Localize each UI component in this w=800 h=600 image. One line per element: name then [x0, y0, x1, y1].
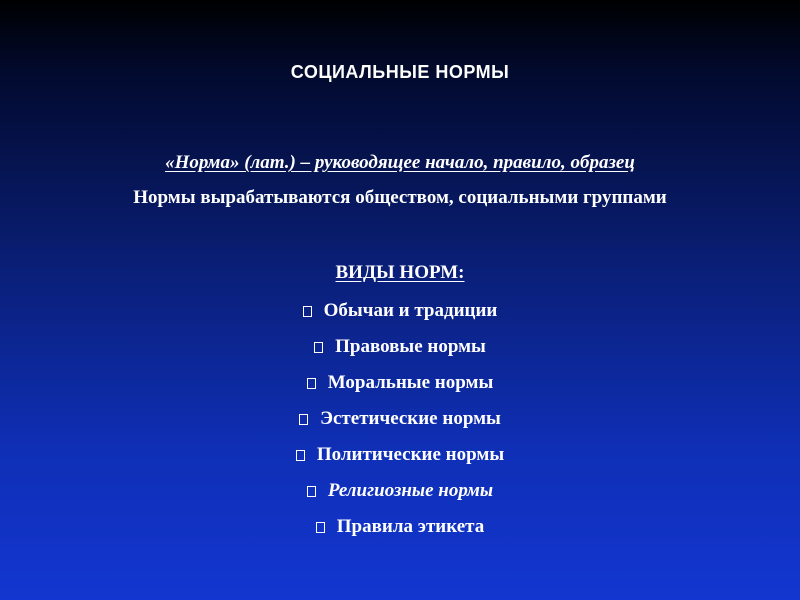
list-item: [0, 478, 800, 514]
square-bullet-icon: [316, 522, 325, 533]
list-item-label: Правила этикета: [336, 516, 485, 537]
list-item-label: Правовые нормы: [335, 336, 486, 357]
square-bullet-icon: [296, 450, 305, 461]
square-bullet-icon: [303, 306, 312, 317]
types-heading: ВИДЫ НОРМ:: [335, 262, 465, 283]
square-bullet-icon: [314, 342, 323, 353]
list-item-label: Политические нормы: [316, 444, 505, 465]
list-item: [0, 406, 800, 442]
list-item-label: Обычаи и традиции: [323, 300, 498, 321]
types-list: [0, 298, 800, 550]
norm-definition: «Норма» (лат.) – руководящее начало, правило, образец: [165, 152, 635, 173]
norm-origin-text: Нормы вырабатываются обществом, социальными группами: [133, 187, 667, 208]
list-item: [0, 442, 800, 478]
list-item-label: Эстетические нормы: [320, 408, 501, 429]
square-bullet-icon: [299, 414, 308, 425]
list-item-label: Моральные нормы: [327, 372, 494, 393]
square-bullet-icon: [307, 378, 316, 389]
slide-title: СОЦИАЛЬНЫЕ НОРМЫ: [290, 62, 510, 82]
list-item: [0, 514, 800, 550]
list-item: [0, 298, 800, 334]
list-item: [0, 370, 800, 406]
square-bullet-icon: [307, 486, 316, 497]
list-item: [0, 334, 800, 370]
list-item-label: Религиозные нормы: [327, 480, 494, 501]
